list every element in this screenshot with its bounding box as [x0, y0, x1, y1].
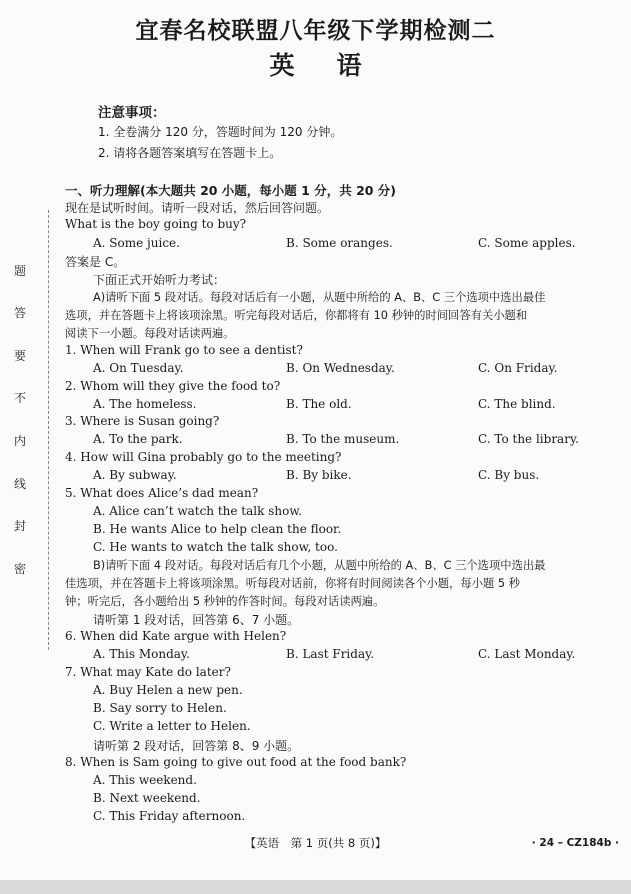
margin-char: 密 [14, 562, 27, 576]
sample-answer: 答案是 C。 [65, 255, 126, 269]
bottom-band [0, 880, 631, 894]
question-stem: 1. When will Frank go to see a dentist? [65, 343, 303, 357]
question-stem: 7. What may Kate do later? [65, 665, 231, 679]
part-b-instructions: B)请听下面 4 段对话。每段对话后有几个小题，从题中所给的 A、B、C 三个选项中选出最 [93, 559, 546, 572]
option-c: C. To the library. [478, 432, 579, 446]
paper-code: · 24 – CZ184b · [531, 837, 619, 849]
option-a: A. This Monday. [93, 647, 190, 661]
option-c: C. The blind. [478, 397, 556, 411]
option-b: B. He wants Alice to help clean the floor. [93, 522, 342, 536]
subject-title: 英语 [269, 51, 404, 80]
section-intro: 现在是试听时间。请听一段对话，然后回答问题。 [65, 201, 330, 215]
option-c: C. Last Monday. [478, 647, 576, 661]
option-a: A. Buy Helen a new pen. [93, 683, 243, 697]
option-a: A. The homeless. [93, 397, 197, 411]
option-b: B. To the museum. [286, 432, 400, 446]
part-b-instructions: 钟；听完后，各小题给出 5 秒钟的作答时间。每段对话读两遍。 [65, 595, 385, 608]
option-b: B. By bike. [286, 468, 352, 482]
option-c: C. By bus. [478, 468, 540, 482]
margin-char: 线 [14, 477, 27, 491]
option-b: B. Say sorry to Helen. [93, 701, 227, 715]
part-a-instructions: 阅读下一小题。每段对话读两遍。 [65, 327, 235, 340]
margin-char: 内 [14, 434, 27, 448]
question-stem: 6. When did Kate argue with Helen? [65, 629, 287, 643]
option-a: A. Alice can’t watch the talk show. [93, 504, 302, 518]
option-c: C. On Friday. [478, 361, 558, 375]
part-b-instructions: 佳选项，并在答题卡上将该项涂黑。听每段对话前，你将有时间阅读各个小题，每小题 5 秒 [65, 577, 520, 590]
question-stem: 2. Whom will they give the food to? [65, 379, 281, 393]
option-c: C. Write a letter to Helen. [93, 719, 251, 733]
notice-title: 注意事项： [98, 105, 166, 121]
page-number: 【英语 第 1 页(共 8 页)】 [244, 836, 387, 850]
option-c: C. He wants to watch the talk show, too. [93, 540, 338, 554]
question-stem: 3. Where is Susan going? [65, 414, 220, 428]
option-b: B. On Wednesday. [286, 361, 395, 375]
part-a-instructions: 选项，并在答题卡上将该项涂黑。听完每段对话后，你都将有 10 秒钟的时间回答有关小题和 [65, 309, 528, 322]
question-stem: 5. What does Alice’s dad mean? [65, 486, 259, 500]
option-b: B. Next weekend. [93, 791, 201, 805]
option-a: A. On Tuesday. [93, 361, 184, 375]
margin-char: 封 [14, 519, 27, 533]
margin-char: 要 [14, 349, 27, 363]
sample-option-b: B. Some oranges. [286, 236, 393, 250]
option-b: B. The old. [286, 397, 352, 411]
question-stem: 8. When is Sam going to give out food at the food bank? [65, 755, 407, 769]
margin-char: 答 [14, 306, 27, 320]
section-heading: 一、听力理解(本大题共 20 小题，每小题 1 分，共 20 分) [65, 183, 397, 198]
dialogue-instruction: 请听第 1 段对话，回答第 6、7 小题。 [93, 613, 300, 627]
margin-char: 不 [14, 391, 27, 405]
option-a: A. This weekend. [93, 773, 197, 787]
question-stem: 4. How will Gina probably go to the meeting? [65, 450, 342, 464]
sample-option-c: C. Some apples. [478, 236, 576, 250]
notice-item: 1. 全卷满分 120 分，答题时间为 120 分钟。 [98, 125, 343, 139]
binding-line [48, 210, 49, 650]
start-notice: 下面正式开始听力考试： [93, 273, 226, 287]
notice-item: 2. 请将各题答案填写在答题卡上。 [98, 146, 282, 160]
sample-question: What is the boy going to buy? [65, 217, 247, 231]
part-a-instructions: A)请听下面 5 段对话。每段对话后有一小题，从题中所给的 A、B、C 三个选项中选出最佳 [93, 291, 546, 304]
option-a: A. By subway. [93, 468, 177, 482]
option-c: C. This Friday afternoon. [93, 809, 246, 823]
option-a: A. To the park. [93, 432, 183, 446]
sample-option-a: A. Some juice. [93, 236, 180, 250]
option-b: B. Last Friday. [286, 647, 375, 661]
dialogue-instruction: 请听第 2 段对话，回答第 8、9 小题。 [93, 739, 300, 753]
exam-title: 宜春名校联盟八年级下学期检测二 [135, 18, 496, 44]
margin-char: 题 [14, 264, 27, 278]
